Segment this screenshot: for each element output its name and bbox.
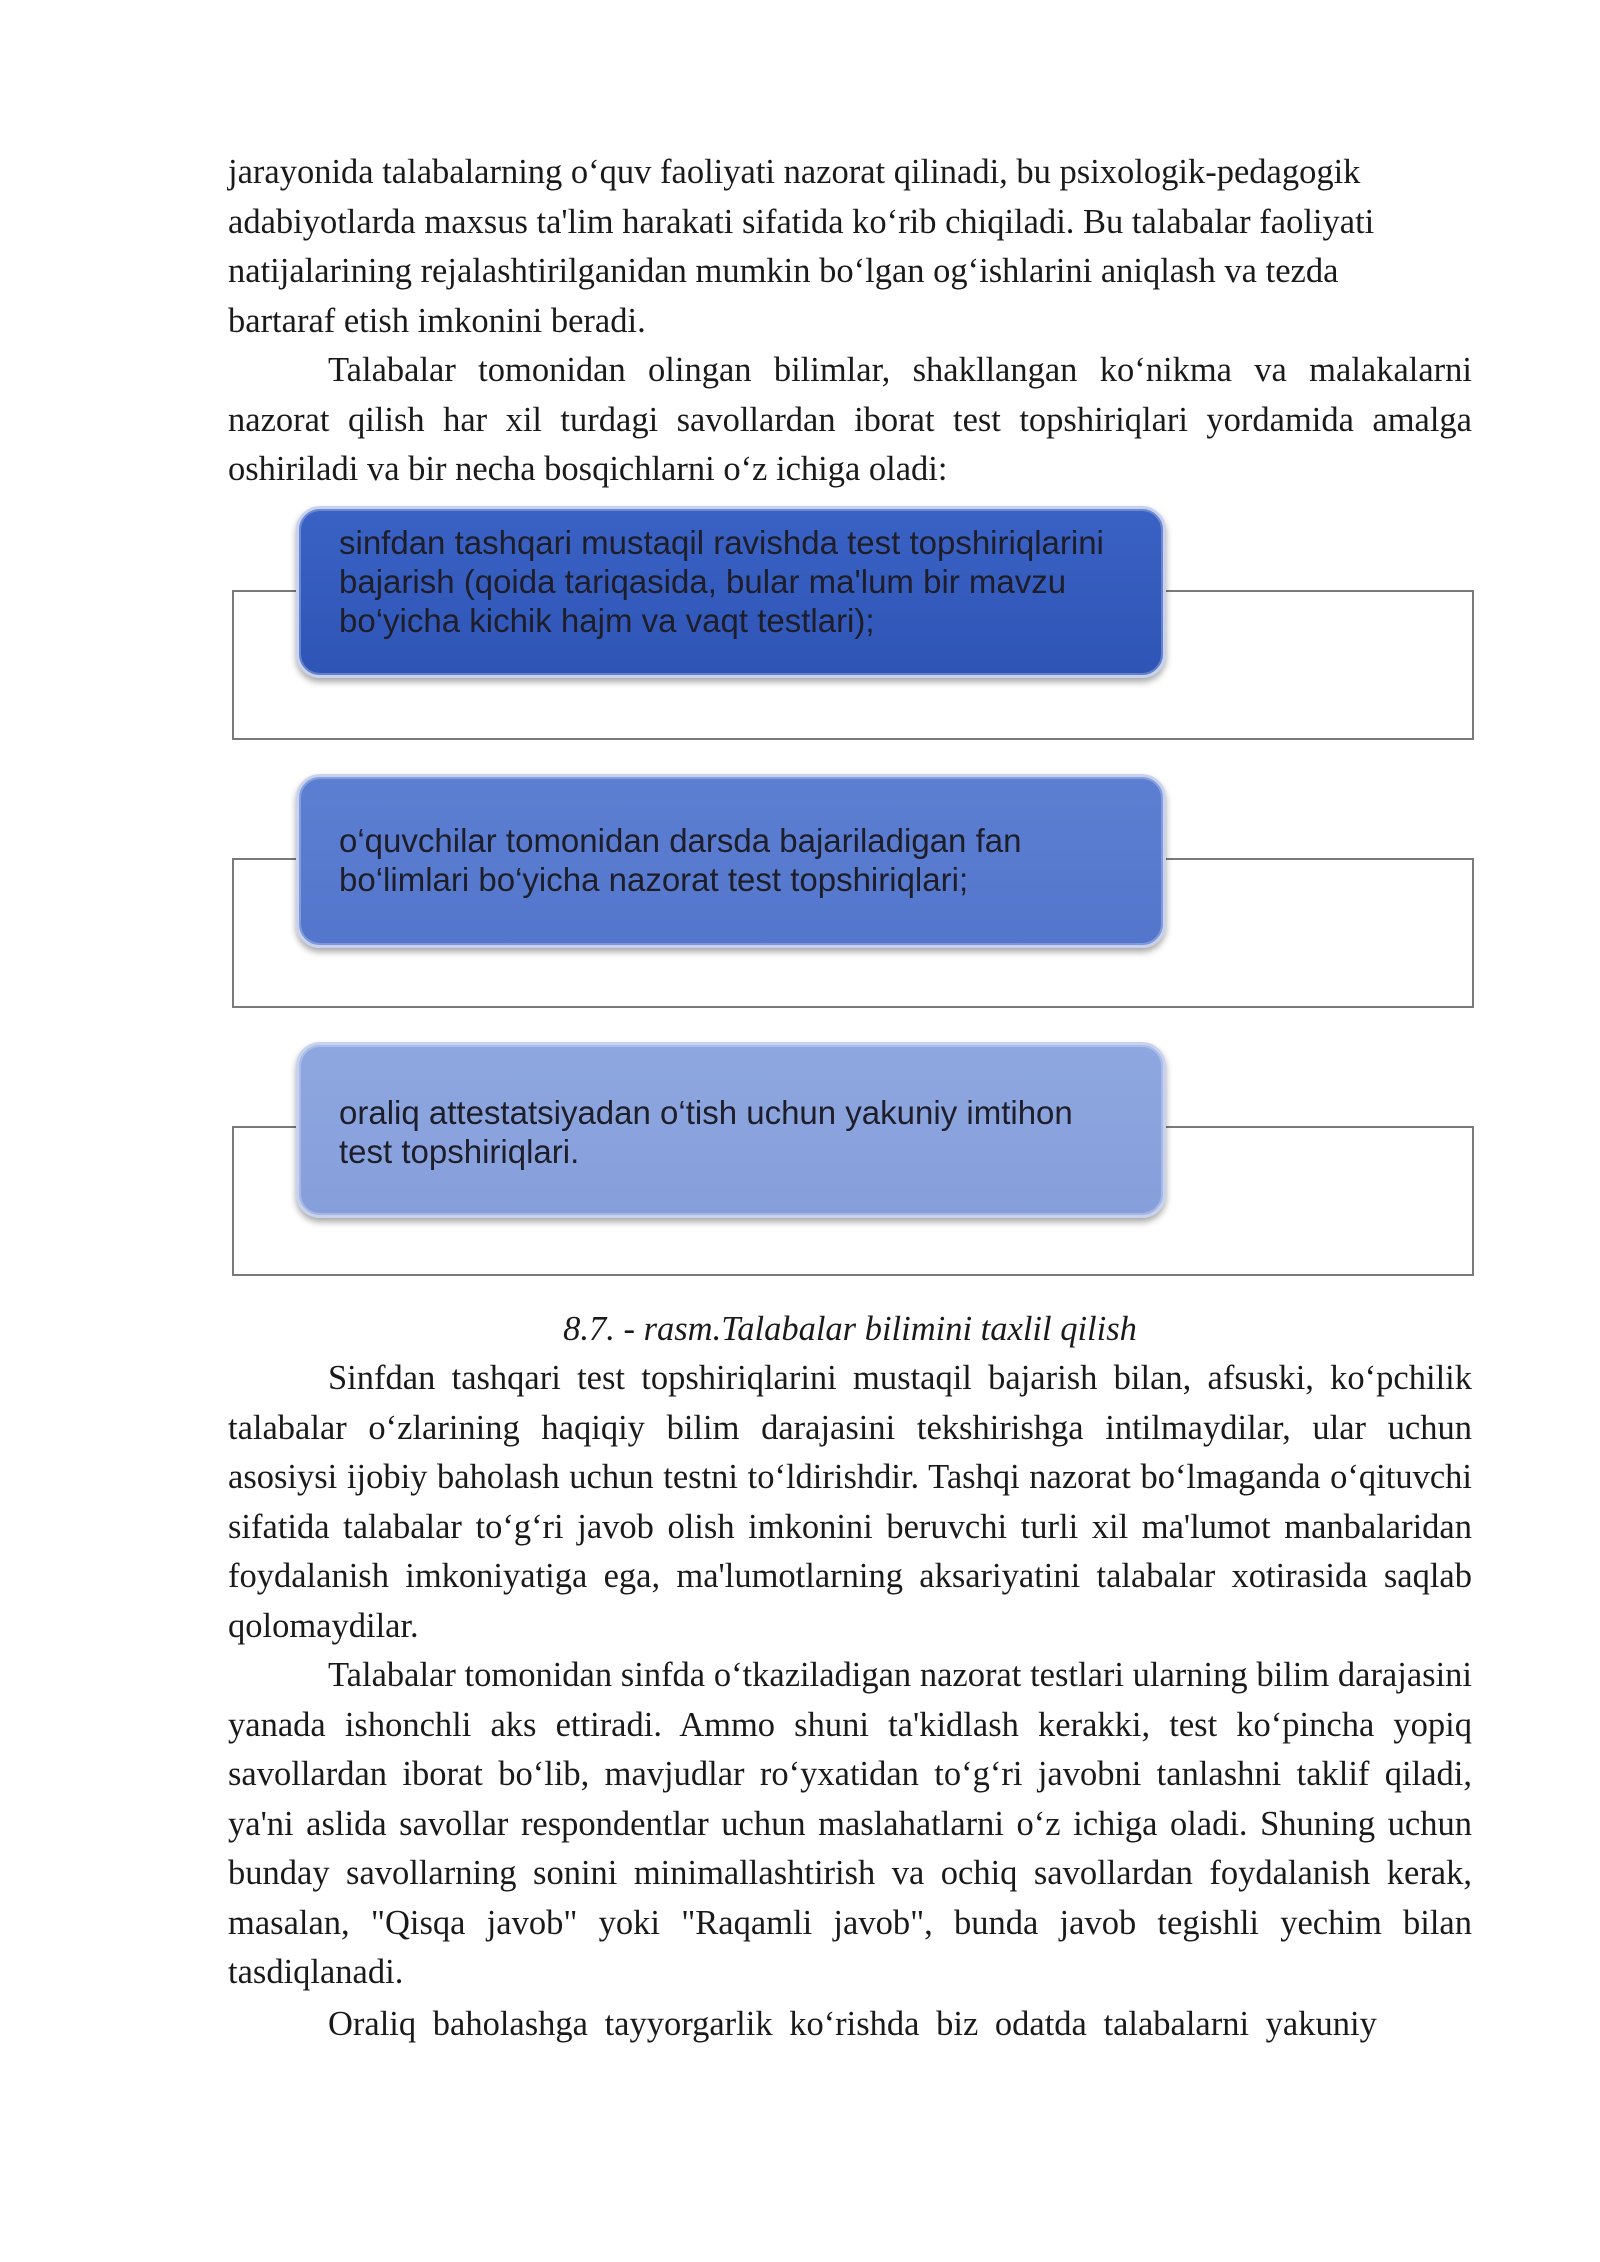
paragraph-4: Talabalar tomonidan sinfda o‘tkaziladigan nazorat testlari ularning bilim darajasini yanada ishonchli aks ettiradi. Ammo shuni ta'kidlash kerakki, test ko‘pincha yopiq savollardan iborat bo‘lib, mavjudlar ro‘yxatidan to‘g‘ri javobni tanlashni taklif qiladi, ya'ni aslida savollar respondentlar uchun maslahatlarni o‘z ichiga oladi. Shuning uchun bunday savollarning sonini minimallashtirish va ochiq savollardan foydalanish kerak, masalan, "Qisqa javob" yoki "Raqamli javob", bunda javob tegishli yechim bilan tasdiqlanadi.: [228, 1656, 1472, 1991]
diagram-stage-3-text: oraliq attestatsiyadan o‘tish uchun yakuniy imtihon test topshiriqlari.: [339, 1094, 1073, 1170]
paragraph-1-line-3: natijalarining rejalashtirilganidan mumkin bo‘lgan og‘ishlarini aniqlash va tezda: [228, 252, 1339, 290]
figure-caption: 8.7. - rasm.Talabalar bilimini taxlil qilish: [563, 1310, 1137, 1348]
paragraph-5: Oraliq baholashga tayyorgarlik ko‘rishda biz odatda talabalarni yakuniy: [328, 2005, 1377, 2043]
test-stages-diagram: [228, 502, 1480, 1292]
paragraph-2: Talabalar tomonidan olingan bilimlar, shakllangan ko‘nikma va malakalarni nazorat qilish har xil turdagi savollardan iborat test topshiriqlari yordamida amalga oshiriladi va bir necha bosqichlarni o‘z ichiga oladi:: [228, 351, 1472, 488]
diagram-stage-2-box: [296, 774, 1166, 948]
paragraph-3: Sinfdan tashqari test topshiriqlarini mustaqil bajarish bilan, afsuski, ko‘pchilik talabalar o‘zlarining haqiqiy bilim darajasini tekshirishga intilmaydilar, ular uchun asosiysi ijobiy baholash uchun testni to‘ldirishdir. Tashqi nazorat bo‘lmaganda o‘qituvchi sifatida talabalar to‘g‘ri javob olish imkonini beruvchi turli xil ma'lumot manbalaridan foydalanish imkoniyatiga ega, ma'lumotlarning aksariyatini talabalar xotirasida saqlab qolomaydilar.: [228, 1359, 1472, 1645]
paragraph-1-line-1: jarayonida talabalarning o‘quv faoliyati nazorat qilinadi, bu psixologik-pedagogik: [228, 153, 1361, 191]
paragraph-1-line-4: bartaraf etish imkonini beradi.: [228, 301, 646, 340]
diagram-stage-2-text: o‘quvchilar tomonidan darsda bajariladigan fan bo‘limlari bo‘yicha nazorat test topshiriqlari;: [339, 822, 1022, 898]
diagram-stage-3-box: [296, 1042, 1166, 1218]
diagram-stage-1-box: [296, 506, 1166, 678]
paragraph-1-line-2: adabiyotlarda maxsus ta'lim harakati sifatida ko‘rib chiqiladi. Bu talabalar faoliyati: [228, 202, 1375, 241]
diagram-stage-1-text: sinfdan tashqari mustaqil ravishda test topshiriqlarini bajarish (qoida tariqasida, bular ma'lum bir mavzu bo‘yicha kichik hajm va vaqt testlari);: [339, 524, 1104, 639]
